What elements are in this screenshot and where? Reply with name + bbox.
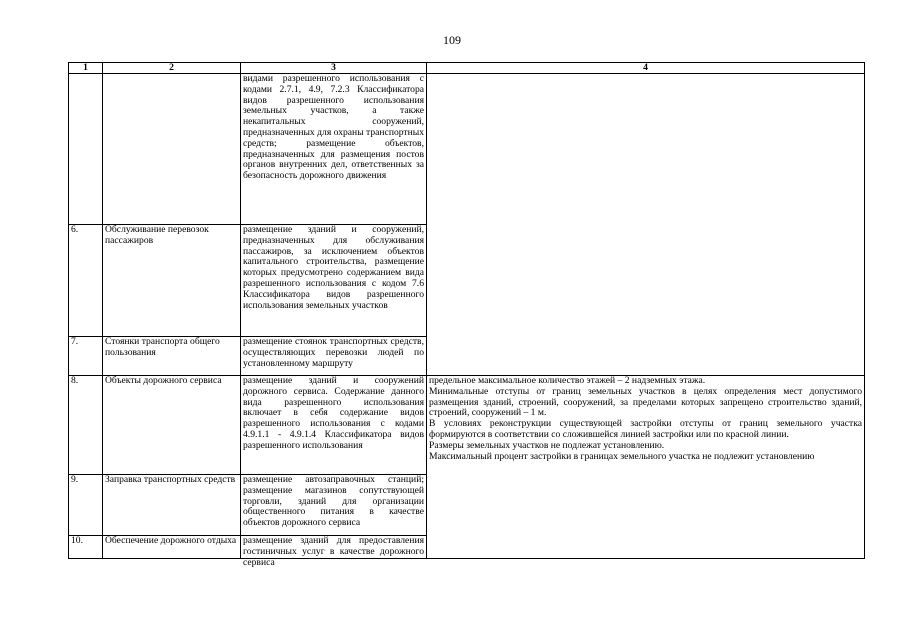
row-description: видами разрешенного использования с кодами 2.7.1, 4.9, 7.2.3 Классификатора видов разрешенного использования земельных участков, а также некапитальных сооружений, предназначенных для охраны транспортных средств; размещение объектов, предназначенных для размещения постов органов внутренних дел, ответственных за безопасность дорожного движения	[241, 74, 427, 225]
row-name: Стоянки транспорта общего пользования	[103, 337, 241, 376]
row-name: Обеспечение дорожного отдыха	[103, 536, 241, 559]
column-header-4: 4	[427, 63, 865, 74]
row-number: 10.	[69, 536, 103, 559]
requirements-cell	[427, 376, 865, 559]
requirement-text: Максимальный процент застройки в границах земельного участка не подлежит установлению	[429, 450, 815, 462]
row-number: 7.	[69, 337, 103, 376]
column-header-1: 1	[69, 63, 103, 74]
requirement-text: В условиях реконструкции существующей застройки отступы от границ земельного участка формируются в соответствии со сложившейся линией застройки или по красной линии.	[429, 418, 862, 440]
row-name: Заправка транспортных средств	[103, 475, 241, 536]
row-number: 6.	[69, 225, 103, 337]
land-use-table	[68, 62, 865, 568]
requirement-text: Минимальные отступы от границ земельных участков в целях определения мест допустимого размещения зданий, строений, сооружений, за пределами которых запрещено строительство зданий, строений, сооружений – 1 м.	[429, 385, 862, 419]
requirement-text: Размеры земельных участков не подлежат установлению.	[429, 439, 665, 451]
column-header-2: 2	[103, 63, 241, 74]
row-number	[69, 74, 103, 225]
header-row	[69, 63, 865, 74]
row-description: размещение стоянок транспортных средств, осуществляющих перевозки людей по установленному маршруту	[241, 337, 427, 376]
row-description-clipped: размещение зданий для предоставления гостиничных услуг в качестве дорожного сервиса	[243, 535, 424, 568]
requirement-text: предельное максимальное количество этажей – 2 надземных этажа.	[429, 375, 706, 386]
row-name: Объекты дорожного сервиса	[103, 376, 241, 475]
page-number: 109	[443, 33, 461, 47]
row-description	[241, 535, 427, 568]
column-header-3: 3	[241, 63, 427, 74]
row-description: размещение автозаправочных станций; размещение магазинов сопутствующей торговли, зданий для организации общественного питания в качестве объектов дорожного сервиса	[241, 475, 427, 536]
table-row	[69, 376, 865, 475]
requirements-cell-empty	[427, 74, 865, 376]
row-number: 8.	[69, 376, 103, 475]
row-name: Обслуживание перевозок пассажиров	[103, 225, 241, 337]
table-row	[69, 74, 865, 225]
row-description: размещение зданий и сооружений дорожного сервиса. Содержание данного вида разрешенного использования включает в себя содержание видов разрешенного использования с кодами 4.9.1.1 - 4.9.1.4 Классификатора видов разрешенного использования	[241, 376, 427, 475]
row-description: размещение зданий и сооружений, предназначенных для обслуживания пассажиров, за исключением объектов капитального строительства, размещение которых предусмотрено содержанием вида разрешенного использования с кодом 7.6 Классификатора видов разрешенного использования земельных участков	[241, 225, 427, 337]
row-number: 9.	[69, 475, 103, 536]
row-name	[103, 74, 241, 225]
